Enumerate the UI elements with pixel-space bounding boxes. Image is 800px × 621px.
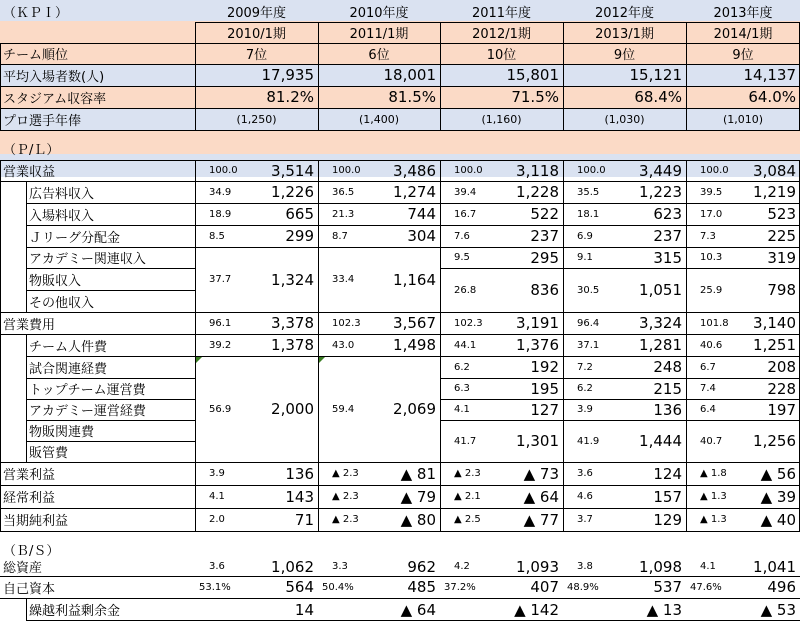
amount-value: 1,041 bbox=[753, 557, 796, 576]
amount-value: 1,098 bbox=[639, 557, 682, 576]
amount-value: 1,256 bbox=[753, 432, 796, 450]
pct-value: 6.7 bbox=[700, 361, 716, 373]
kpi-value: 9位 bbox=[732, 48, 754, 63]
amount-value: 237 bbox=[653, 227, 682, 245]
grid-line bbox=[440, 420, 563, 421]
amount-value: 136 bbox=[285, 464, 314, 483]
grid-line bbox=[26, 356, 195, 357]
kpi-value: 10位 bbox=[486, 48, 517, 63]
amount-value: ▲ 64 bbox=[523, 487, 559, 506]
amount-value: 496 bbox=[767, 578, 796, 596]
year-header: 2011年度 bbox=[471, 6, 532, 21]
grid-line bbox=[0, 160, 1, 531]
amount-value: 1,376 bbox=[516, 336, 559, 354]
pct-value: 3.9 bbox=[209, 468, 225, 479]
amount-value: 3,567 bbox=[393, 314, 436, 332]
grid-line bbox=[440, 399, 563, 400]
grid-line bbox=[318, 43, 319, 130]
grid-line bbox=[26, 203, 195, 204]
grid-line bbox=[440, 268, 563, 269]
pct-value: 96.4 bbox=[577, 317, 600, 329]
pct-value: ▲ 2.3 bbox=[332, 491, 359, 502]
amount-value: 537 bbox=[653, 578, 682, 596]
period-header: 2012/1期 bbox=[472, 27, 531, 42]
pct-value: 21.3 bbox=[332, 208, 355, 220]
pl-row-label: 試合関連経費 bbox=[29, 361, 108, 377]
amount-value: 304 bbox=[407, 227, 436, 245]
grid-line bbox=[0, 462, 800, 463]
amount-value: 197 bbox=[767, 400, 796, 419]
amount-value: 3,324 bbox=[639, 314, 682, 332]
pct-value: 7.2 bbox=[577, 361, 593, 373]
amount-value: 127 bbox=[530, 400, 559, 419]
pct-value: 100.0 bbox=[700, 165, 729, 176]
period-header: 2011/1期 bbox=[349, 27, 409, 42]
bs-section-label: （Ｂ/Ｓ） bbox=[3, 544, 60, 559]
pl-row-label: 営業収益 bbox=[3, 165, 56, 180]
pct-value: 48.9% bbox=[567, 581, 599, 593]
amount-value: 248 bbox=[653, 358, 682, 376]
comment-marker bbox=[319, 357, 325, 363]
grid-line bbox=[686, 225, 800, 226]
amount-value: 1,281 bbox=[639, 336, 682, 354]
pct-value: 53.1% bbox=[199, 581, 231, 593]
pct-value: 16.7 bbox=[454, 208, 477, 220]
pl-row-label: 物販関連費 bbox=[29, 425, 95, 440]
grid-line bbox=[563, 356, 686, 357]
pct-value: ▲ 1.3 bbox=[700, 514, 727, 525]
kpi-value: 18,001 bbox=[383, 66, 436, 84]
grid-line bbox=[26, 268, 195, 269]
pct-value: 4.2 bbox=[454, 561, 470, 572]
amount-value: 143 bbox=[285, 487, 314, 506]
pct-value: 3.3 bbox=[332, 561, 348, 572]
amount-value: 2,000 bbox=[271, 400, 314, 418]
period-header: 2014/1期 bbox=[713, 27, 773, 42]
pl-row-label: トップチーム運営費 bbox=[29, 383, 146, 398]
period-header: 2013/1期 bbox=[595, 27, 654, 42]
grid-line bbox=[26, 399, 195, 400]
amount-value: 522 bbox=[530, 205, 559, 223]
amount-value: 665 bbox=[285, 205, 314, 223]
amount-value: 523 bbox=[767, 205, 796, 223]
year-header: 2009年度 bbox=[226, 6, 287, 21]
pct-value: 17.0 bbox=[700, 208, 723, 220]
pct-value: 10.3 bbox=[700, 252, 723, 263]
grid-line bbox=[318, 356, 440, 357]
amount-value: 3,191 bbox=[516, 314, 559, 332]
grid-line bbox=[686, 378, 800, 379]
pct-value: 9.1 bbox=[577, 252, 593, 263]
pl-row-label: 広告料収入 bbox=[29, 186, 95, 202]
year-header: 2013年度 bbox=[713, 6, 773, 21]
amount-value: ▲ 142 bbox=[514, 600, 559, 619]
pct-value: 40.6 bbox=[700, 339, 723, 351]
amount-value: 564 bbox=[285, 578, 314, 596]
pct-value: 101.8 bbox=[700, 317, 729, 329]
pct-value: 50.4% bbox=[322, 581, 354, 593]
amount-value: 124 bbox=[653, 464, 682, 483]
amount-value: ▲ 80 bbox=[400, 510, 436, 529]
grid-line bbox=[440, 203, 563, 204]
amount-value: ▲ 77 bbox=[523, 510, 559, 529]
grid-line bbox=[440, 43, 441, 130]
pct-value: 6.4 bbox=[700, 404, 716, 415]
amount-value: 3,449 bbox=[639, 161, 682, 180]
pct-value: 6.2 bbox=[454, 361, 470, 373]
pct-value: 7.6 bbox=[454, 230, 470, 242]
grid-line bbox=[195, 22, 196, 43]
grid-line bbox=[563, 225, 686, 226]
pct-value: 36.5 bbox=[332, 186, 355, 198]
amount-value: 14 bbox=[294, 600, 314, 619]
pct-value: 37.1 bbox=[577, 339, 600, 351]
pct-value: 18.1 bbox=[577, 208, 600, 220]
pct-value: ▲ 2.3 bbox=[454, 468, 481, 479]
grid-line bbox=[563, 43, 564, 130]
grid-line bbox=[686, 43, 687, 130]
kpi-value: (1,400) bbox=[358, 112, 400, 126]
pct-value: 40.7 bbox=[700, 435, 723, 447]
grid-line bbox=[0, 576, 800, 577]
grid-line bbox=[686, 399, 800, 400]
pct-value: 102.3 bbox=[332, 317, 361, 329]
grid-line bbox=[686, 356, 800, 357]
pct-value: 43.0 bbox=[332, 339, 355, 351]
kpi-value: 14,137 bbox=[743, 66, 796, 84]
pct-value: 6.9 bbox=[577, 230, 593, 242]
grid-line bbox=[686, 160, 687, 531]
amount-value: 1,228 bbox=[516, 183, 559, 201]
kpi-value: 64.0% bbox=[748, 88, 796, 106]
grid-line bbox=[195, 43, 196, 130]
grid-line bbox=[26, 378, 195, 379]
comment-marker bbox=[196, 357, 202, 363]
grid-line bbox=[563, 420, 686, 421]
grid-line bbox=[26, 181, 27, 312]
pct-value: 37.2% bbox=[444, 581, 476, 593]
amount-value: ▲ 73 bbox=[523, 464, 559, 483]
amount-value: 195 bbox=[530, 379, 559, 398]
grid-line bbox=[563, 268, 686, 269]
pct-value: ▲ 2.3 bbox=[332, 468, 359, 479]
amount-value: 1,062 bbox=[271, 557, 314, 576]
pl-row-label: 営業利益 bbox=[3, 468, 56, 483]
pct-value: 3.7 bbox=[577, 514, 593, 525]
amount-value: ▲ 64 bbox=[400, 600, 436, 619]
pct-value: 59.4 bbox=[332, 403, 355, 415]
pct-value: 2.0 bbox=[209, 514, 225, 525]
amount-value: 3,140 bbox=[753, 314, 796, 332]
kpi-value: 9位 bbox=[613, 48, 636, 63]
pct-value: 26.8 bbox=[454, 284, 477, 296]
amount-value: 71 bbox=[294, 510, 314, 529]
pct-value: 3.6 bbox=[577, 468, 593, 479]
amount-value: 3,084 bbox=[753, 161, 796, 180]
amount-value: 157 bbox=[653, 487, 682, 506]
amount-value: 215 bbox=[653, 379, 682, 398]
pct-value: 25.9 bbox=[700, 284, 723, 296]
amount-value: 1,324 bbox=[271, 270, 314, 289]
kpi-value: 71.5% bbox=[511, 88, 559, 106]
pct-value: ▲ 2.5 bbox=[454, 514, 481, 525]
pct-value: 41.9 bbox=[577, 435, 600, 447]
grid-line bbox=[195, 247, 318, 248]
pct-value: 4.1 bbox=[454, 404, 470, 415]
pct-value: 8.7 bbox=[332, 230, 348, 242]
amount-value: 623 bbox=[653, 205, 682, 223]
grid-line bbox=[0, 598, 800, 599]
amount-value: 485 bbox=[407, 578, 436, 596]
grid-line bbox=[563, 378, 686, 379]
kpi-row-label: プロ選手年俸 bbox=[3, 113, 82, 129]
amount-value: 1,051 bbox=[639, 281, 682, 299]
grid-line bbox=[0, 334, 800, 335]
grid-line bbox=[0, 312, 800, 313]
amount-value: 1,223 bbox=[639, 183, 682, 201]
pct-value: 3.8 bbox=[577, 561, 593, 572]
pct-value: 37.7 bbox=[209, 274, 232, 285]
amount-value: 3,118 bbox=[516, 161, 559, 180]
amount-value: 2,069 bbox=[393, 400, 436, 418]
grid-line bbox=[195, 356, 318, 357]
bs-row-label: 自己資本 bbox=[3, 581, 56, 597]
pl-row-label: 物販収入 bbox=[29, 273, 82, 289]
grid-line bbox=[440, 247, 563, 248]
pct-value: 100.0 bbox=[332, 165, 361, 176]
pl-row-label: Ｊリーグ分配金 bbox=[29, 230, 121, 246]
grid-line bbox=[195, 225, 318, 226]
amount-value: 798 bbox=[767, 281, 796, 299]
grid-line bbox=[26, 420, 195, 421]
amount-value: 129 bbox=[653, 510, 682, 529]
pct-value: 35.5 bbox=[577, 186, 600, 198]
amount-value: 1,274 bbox=[393, 183, 436, 201]
kpi-value: (1,030) bbox=[604, 112, 645, 126]
grid-line bbox=[686, 247, 800, 248]
kpi-value: 68.4% bbox=[634, 88, 682, 106]
kpi-section-label: （ＫＰＩ） bbox=[3, 6, 69, 21]
amount-value: 744 bbox=[407, 205, 436, 223]
amount-value: 237 bbox=[530, 227, 559, 245]
pl-row-label: 営業費用 bbox=[3, 317, 56, 333]
amount-value: 319 bbox=[767, 248, 796, 267]
grid-line bbox=[195, 22, 800, 23]
pct-value: 3.6 bbox=[209, 561, 225, 572]
kpi-row-label: 平均入場者数(人) bbox=[3, 69, 105, 85]
grid-line bbox=[318, 22, 319, 43]
amount-value: 228 bbox=[767, 379, 796, 398]
amount-value: 1,301 bbox=[516, 432, 559, 450]
pct-value: ▲ 2.3 bbox=[332, 514, 359, 525]
pl-row-label: アカデミー関連収入 bbox=[29, 252, 146, 267]
pct-value: 39.4 bbox=[454, 186, 477, 198]
year-header: 2012年度 bbox=[594, 6, 655, 21]
amount-value: 208 bbox=[767, 358, 796, 376]
pct-value: 100.0 bbox=[577, 165, 606, 176]
grid-line bbox=[0, 86, 800, 87]
amount-value: ▲ 39 bbox=[760, 487, 796, 506]
amount-value: ▲ 53 bbox=[760, 600, 796, 619]
pct-value: 30.5 bbox=[577, 284, 600, 296]
amount-value: ▲ 56 bbox=[760, 464, 796, 483]
grid-line bbox=[563, 22, 564, 43]
grid-line bbox=[563, 399, 686, 400]
grid-line bbox=[0, 43, 800, 44]
grid-line bbox=[26, 598, 27, 621]
grid-line bbox=[318, 203, 440, 204]
amount-value: 136 bbox=[653, 400, 682, 419]
pl-row-label: その他収入 bbox=[29, 295, 95, 311]
amount-value: 315 bbox=[653, 248, 682, 267]
kpi-value: 15,121 bbox=[629, 66, 682, 84]
pct-value: 100.0 bbox=[209, 165, 238, 176]
grid-line bbox=[440, 378, 563, 379]
pct-value: 102.3 bbox=[454, 317, 483, 329]
grid-line bbox=[26, 334, 27, 462]
grid-line bbox=[563, 203, 686, 204]
pct-value: 6.3 bbox=[454, 383, 470, 394]
grid-line bbox=[0, 508, 800, 509]
pct-value: ▲ 2.1 bbox=[454, 491, 481, 502]
pct-value: 44.1 bbox=[454, 339, 477, 351]
amount-value: 3,514 bbox=[271, 161, 314, 180]
grid-line bbox=[686, 420, 800, 421]
pl-row-label: 当期純利益 bbox=[3, 514, 69, 529]
amount-value: 225 bbox=[767, 227, 796, 245]
kpi-value: 81.5% bbox=[388, 88, 436, 106]
pl-section-label: （Ｐ/Ｌ） bbox=[3, 143, 60, 158]
pl-row-label: 入場料収入 bbox=[29, 208, 95, 224]
grid-line bbox=[686, 268, 800, 269]
pct-value: 33.4 bbox=[332, 274, 355, 285]
kpi-value: (1,250) bbox=[236, 112, 277, 126]
pct-value: 39.2 bbox=[209, 339, 232, 351]
grid-line bbox=[0, 181, 800, 182]
pct-value: 8.5 bbox=[209, 230, 225, 242]
pct-value: 9.5 bbox=[454, 252, 470, 263]
amount-value: 295 bbox=[530, 248, 559, 267]
pct-value: 7.3 bbox=[700, 230, 716, 242]
pct-value: 4.1 bbox=[700, 561, 716, 572]
pl-row-label: 販管費 bbox=[29, 446, 69, 461]
grid-line bbox=[440, 160, 441, 531]
amount-value: 1,498 bbox=[393, 336, 436, 354]
amount-value: 1,219 bbox=[753, 183, 796, 201]
pl-row-label: チーム人件費 bbox=[29, 339, 108, 355]
grid-line bbox=[195, 160, 196, 531]
amount-value: 3,378 bbox=[271, 314, 314, 332]
kpi-value: 7位 bbox=[245, 48, 268, 63]
grid-line bbox=[0, 64, 800, 65]
pct-value: 56.9 bbox=[209, 403, 232, 415]
amount-value: ▲ 40 bbox=[760, 510, 796, 529]
bs-row-label: 総資産 bbox=[3, 561, 43, 576]
grid-line bbox=[26, 225, 195, 226]
pct-value: 41.7 bbox=[454, 435, 477, 447]
amount-value: 3,486 bbox=[393, 161, 436, 180]
grid-line bbox=[26, 290, 195, 291]
year-header: 2010年度 bbox=[349, 6, 409, 21]
grid-line bbox=[0, 160, 800, 161]
grid-line bbox=[0, 531, 800, 532]
pct-value: 3.9 bbox=[577, 404, 593, 415]
pct-value: 96.1 bbox=[209, 317, 232, 329]
amount-value: 299 bbox=[285, 227, 314, 245]
grid-line bbox=[686, 22, 687, 43]
kpi-value: 81.2% bbox=[266, 88, 314, 106]
kpi-row-label: スタジアム収容率 bbox=[3, 91, 107, 107]
grid-line bbox=[318, 225, 440, 226]
amount-value: 1,378 bbox=[271, 336, 314, 354]
amount-value: 1,164 bbox=[393, 270, 436, 289]
period-header: 2010/1期 bbox=[227, 27, 286, 42]
pct-value: 100.0 bbox=[454, 165, 483, 176]
grid-line bbox=[195, 203, 318, 204]
pct-value: ▲ 1.8 bbox=[700, 468, 727, 479]
grid-line bbox=[0, 43, 1, 130]
grid-line bbox=[440, 22, 441, 43]
pct-value: 4.6 bbox=[577, 491, 593, 502]
amount-value: ▲ 81 bbox=[400, 464, 436, 483]
amount-value: 407 bbox=[530, 578, 559, 596]
kpi-value: (1,010) bbox=[722, 112, 764, 126]
amount-value: ▲ 79 bbox=[400, 487, 436, 506]
grid-line bbox=[0, 130, 800, 131]
grid-line bbox=[440, 225, 563, 226]
pct-value: 47.6% bbox=[690, 581, 722, 593]
bs-row-label: 繰越利益剰余金 bbox=[29, 604, 121, 619]
kpi-value: 17,935 bbox=[261, 66, 314, 84]
kpi-value: 6位 bbox=[368, 48, 390, 63]
grid-line bbox=[563, 247, 686, 248]
amount-value: 1,093 bbox=[516, 557, 559, 576]
amount-value: 1,251 bbox=[753, 336, 796, 354]
pct-value: 39.5 bbox=[700, 186, 723, 198]
grid-line bbox=[318, 160, 319, 531]
pl-row-label: アカデミー運営経費 bbox=[29, 404, 146, 419]
grid-line bbox=[440, 356, 563, 357]
grid-line bbox=[0, 485, 800, 486]
grid-line bbox=[318, 247, 440, 248]
pct-value: 34.9 bbox=[209, 186, 232, 198]
pct-value: 6.2 bbox=[577, 383, 593, 394]
amount-value: ▲ 13 bbox=[646, 600, 682, 619]
pct-value: ▲ 1.3 bbox=[700, 491, 727, 502]
pct-value: 18.9 bbox=[209, 208, 232, 220]
kpi-value: (1,160) bbox=[481, 112, 522, 126]
amount-value: 1,444 bbox=[639, 432, 682, 450]
pct-value: 4.1 bbox=[209, 491, 225, 502]
pl-row-label: 経常利益 bbox=[3, 491, 56, 506]
grid-line bbox=[26, 247, 195, 248]
kpi-value: 15,801 bbox=[506, 66, 559, 84]
pct-value: 7.4 bbox=[700, 383, 716, 394]
grid-line bbox=[0, 108, 800, 109]
amount-value: 1,226 bbox=[271, 183, 314, 201]
amount-value: 962 bbox=[407, 557, 436, 576]
amount-value: 192 bbox=[530, 358, 559, 376]
kpi-row-label: チーム順位 bbox=[3, 48, 69, 63]
grid-line bbox=[563, 160, 564, 531]
grid-line bbox=[26, 441, 195, 442]
amount-value: 836 bbox=[530, 281, 559, 299]
grid-line bbox=[686, 203, 800, 204]
